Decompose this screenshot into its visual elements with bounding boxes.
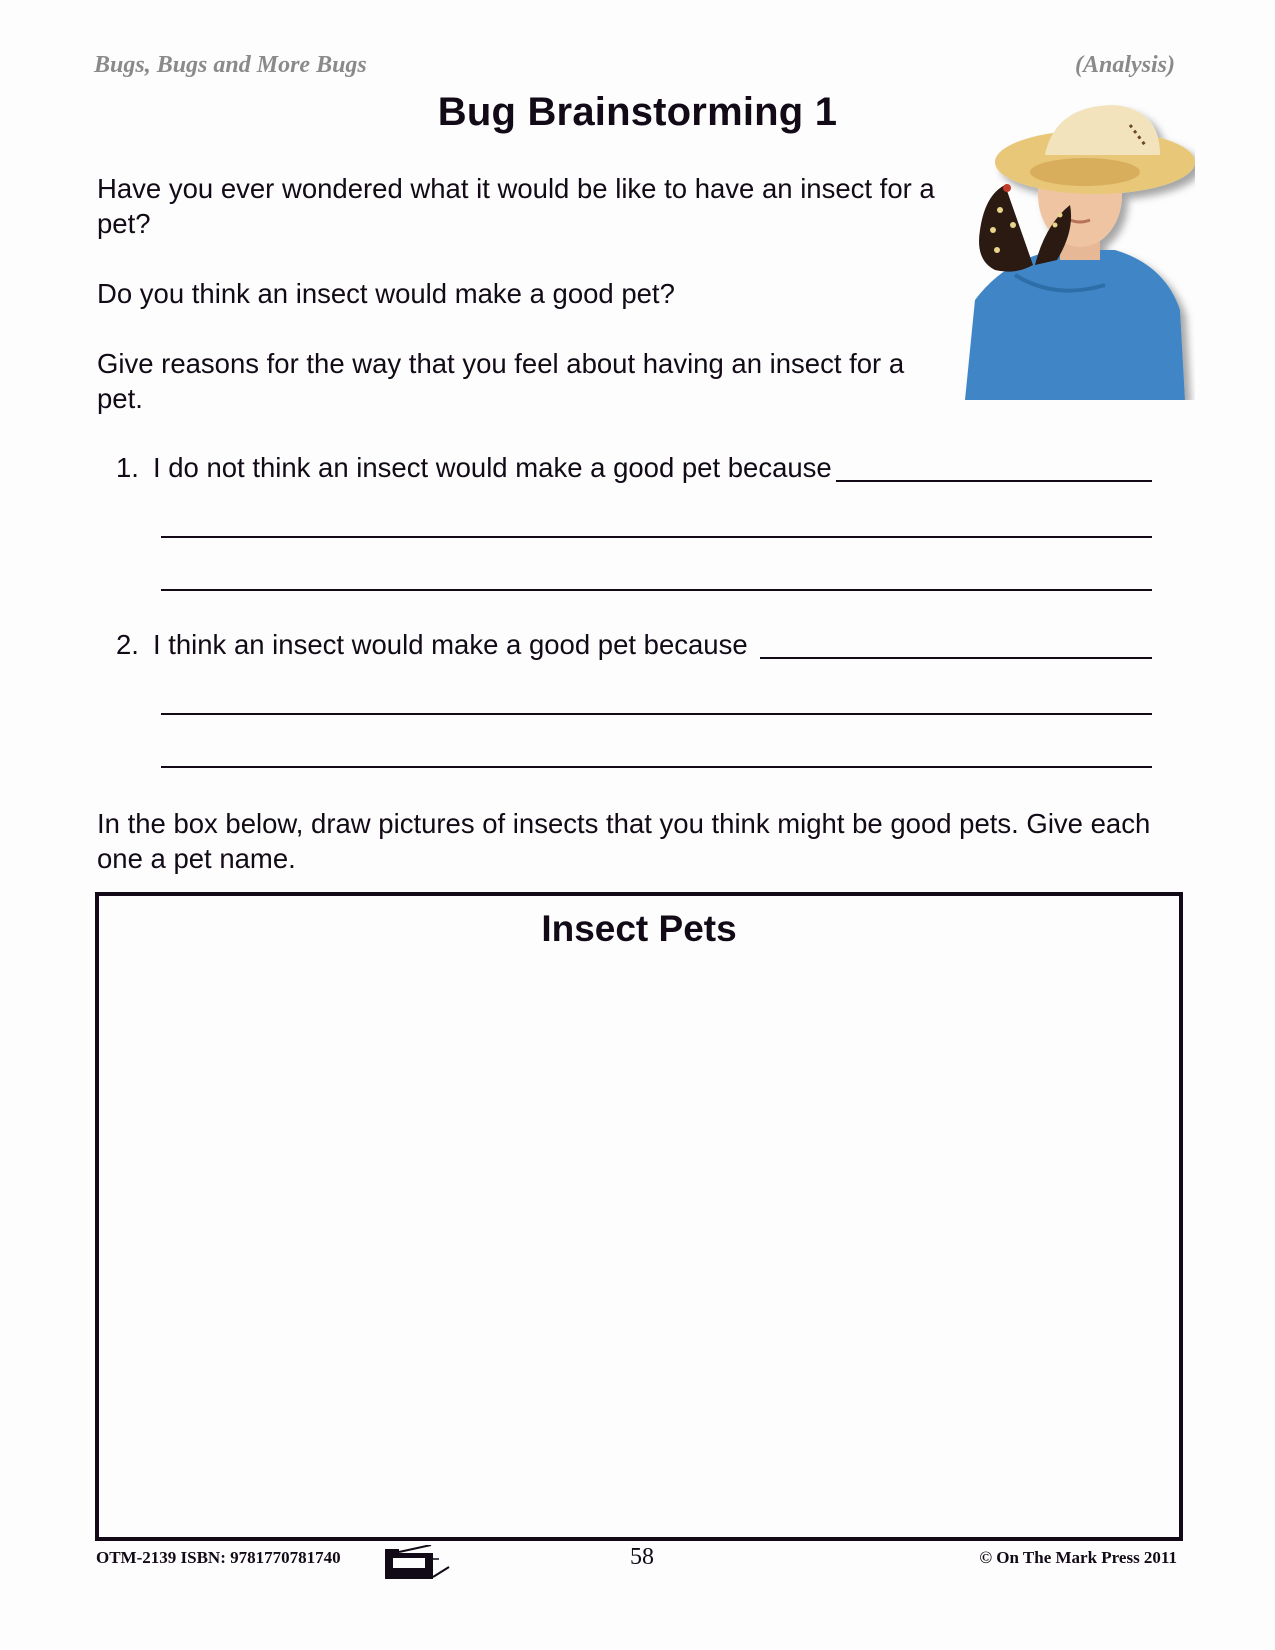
question-1-text: I do not think an insect would make a good pet because — [152, 452, 832, 483]
drawing-instruction: In the box below, draw pictures of insects that you think might be good pets. Give each one a pet name. — [97, 808, 1151, 874]
photocopier-icon — [385, 1545, 457, 1579]
page-title: Bug Brainstorming 1 — [437, 90, 838, 134]
boy-with-butterfly-photo — [945, 100, 1195, 400]
question-2-answer-line-2[interactable] — [161, 713, 1152, 715]
footer-code-isbn: OTM-2139 ISBN: 9781770781740 — [96, 1548, 341, 1567]
question-2-answer-blank[interactable] — [760, 627, 1152, 659]
question-2-answer-line-3[interactable] — [161, 766, 1152, 768]
drawing-box-title: Insect Pets — [541, 908, 737, 949]
question-1-answer-line-2[interactable] — [161, 536, 1152, 538]
question-1-answer-line-3[interactable] — [161, 589, 1152, 591]
intro-paragraph-2: Do you think an insect would make a good pet? — [97, 278, 675, 309]
running-head-book-title: Bugs, Bugs and More Bugs — [94, 52, 367, 78]
question-1-number: 1. — [116, 452, 139, 483]
insect-pets-drawing-box[interactable] — [95, 892, 1183, 1541]
page-number: 58 — [630, 1544, 654, 1570]
question-2-number: 2. — [116, 629, 139, 660]
question-1 — [116, 450, 1152, 484]
question-2-text: I think an insect would make a good pet because — [152, 629, 748, 660]
intro-paragraph-1: Have you ever wondered what it would be like to have an insect for a pet? — [97, 173, 935, 239]
footer-copyright: © On The Mark Press 2011 — [979, 1548, 1177, 1567]
running-head-skill: (Analysis) — [1074, 52, 1175, 78]
intro-paragraph-3: Give reasons for the way that you feel about having an insect for a pet. — [97, 348, 905, 414]
question-2 — [116, 627, 1152, 661]
question-1-answer-blank[interactable] — [836, 450, 1152, 482]
